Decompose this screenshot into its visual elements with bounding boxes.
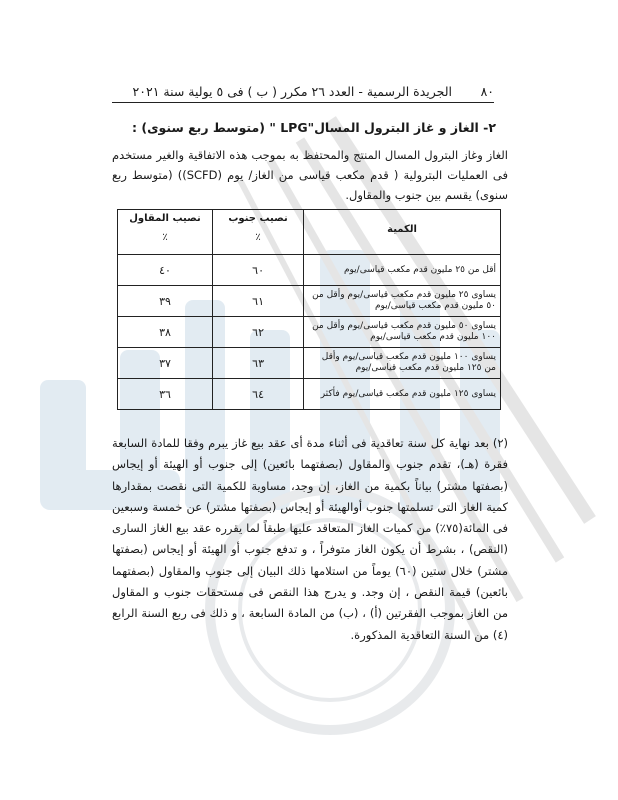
header-quantity: الكمية [304,210,501,255]
table-row [118,255,501,286]
cell-contractor-share: ٣٦ [118,379,213,410]
cell-contractor-share: ٣٧ [118,348,213,379]
section-heading: ٢- الغاز و غاز البترول المسال"LPG " (متوسط ربع سنوى) : [132,120,496,135]
header-contractor-share: نصيب المقاول ٪ [118,210,213,255]
gazette-title: الجريدة الرسمية - العدد ٢٦ مكرر ( ب ) فى ٥ يولية سنة ٢٠٢١ [132,84,452,99]
cell-ganope-share: ٦٠ [213,255,304,286]
cell-contractor-share: ٣٨ [118,317,213,348]
intro-paragraph: الغاز وغاز البترول المسال المنتج والمحتفظ به بموجب هذه الاتفاقية والغير مستخدم فى العمليات البترولية ( قدم مكعب قياسى من الغاز/ يوم (SCFD)) (متوسط ربع سنوى) يقسم بين جنوب والمقاول. [112,148,508,202]
cell-ganope-share: ٦٢ [213,317,304,348]
cell-contractor-share: ٣٩ [118,286,213,317]
cell-ganope-share: ٦٤ [213,379,304,410]
header-ganope-share: نصيب جنوب ٪ [213,210,304,255]
table-row [118,348,501,379]
page-number: ٨٠ [480,84,494,99]
cell-contractor-share: ٤٠ [118,255,213,286]
table-header-row [118,210,501,255]
cell-ganope-share: ٦١ [213,286,304,317]
cell-quantity: يساوى ٥٠ مليون قدم مكعب قياسى/يوم وأقل من ١٠٠ مليون قدم مكعب قياسى/يوم [304,317,501,348]
page-header [112,82,494,102]
cell-quantity: يساوى ١٢٥ مليون قدم مكعب قياسى/يوم فأكثر [304,379,501,410]
clause-paragraph: (٢) بعد نهاية كل سنة تعاقدية فى أثناء مدة أى عقد بيع غاز يبرم وفقا للمادة السابعة فقرة (هـ)، تقدم جنوب والمقاول (بصفتهما بائعين) إلى جنوب أو الهيئة أو إيجاس (بصفتها مشتر) بياناً بكمية من الغاز، إن وجد، مساوية للكمية التى نقصت بمقدارها كمية الغاز التى تسلمتها جنوب أوالهيئة أو إيجاس (بصفتها مشتر) عن خمسة وسبعين فى المائة(٧٥٪) من كميات الغاز المتعاقد عليها طبقاً لما يقرره عقد بيع الغاز السارى (النقص) ، بشرط أن يكون الغاز متوفراً ، و تدفع جنوب أو الهيئة أو إيجاس (بصفتها مشتر) خلال ستين (٦٠) يوماً من استلامها ذلك البيان إلى جنوب والمقاول (بصفتهما بائعين) قيمة النقص ، إن وجد. و يدرج هذا النقص فى مستحقات جنوب و المقاول من الغاز بموجب الفقرتين (أ) ، (ب) من المادة السابعة ، و ذلك فى ربع السنة الرابع (٤) من السنة التعاقدية المذكورة. [112,436,509,642]
cell-quantity: أقل من ٢٥ مليون قدم مكعب قياسى/يوم [304,255,501,286]
cell-quantity: يساوى ٢٥ مليون قدم مكعب قياسى/يوم وأقل من ٥٠ مليون قدم مكعب قياسى/يوم [304,286,501,317]
cell-ganope-share: ٦٣ [213,348,304,379]
table-row [118,379,501,410]
table-row [118,317,501,348]
sharing-table [117,209,501,410]
table-row [118,286,501,317]
header-divider [112,102,494,103]
cell-quantity: يساوى ١٠٠ مليون قدم مكعب قياسى/يوم وأقل من ١٢٥ مليون قدم مكعب قياسى/يوم [304,348,501,379]
